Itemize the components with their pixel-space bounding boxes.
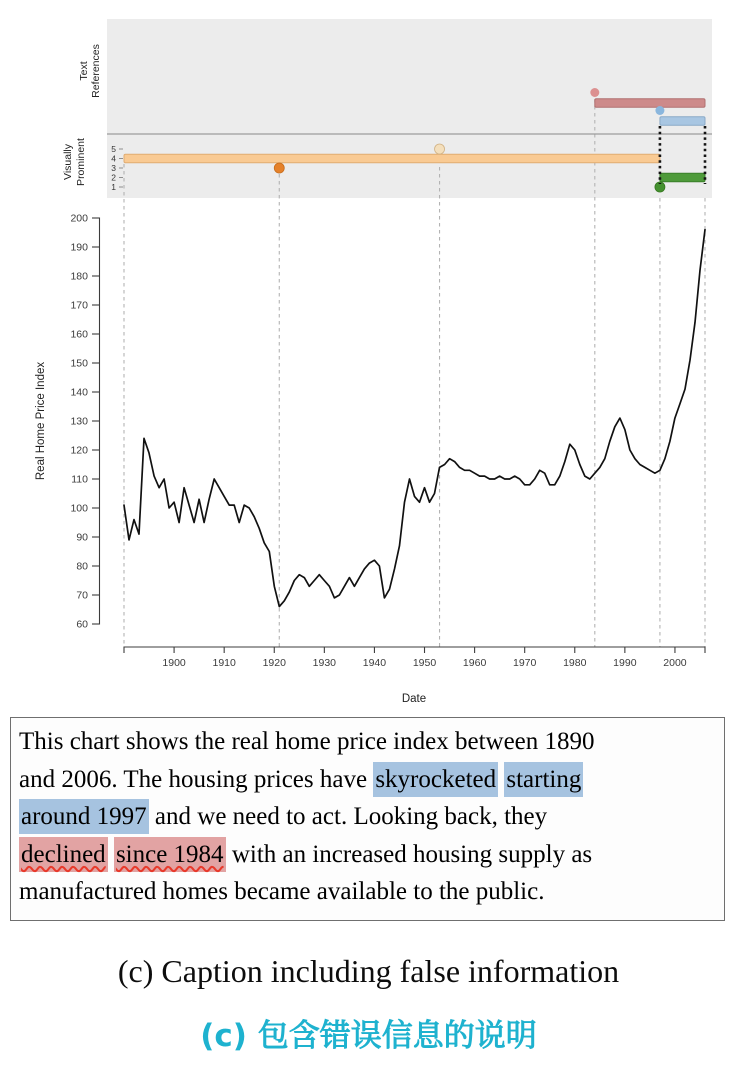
caption-line xyxy=(19,723,724,761)
y-axis-tick-label: 200 xyxy=(70,212,88,225)
text-ref-skyrocketed-around-1997-dot xyxy=(655,106,664,115)
panel-row-label: References xyxy=(90,44,102,98)
caption-line xyxy=(19,873,724,911)
caption-highlight-blue: starting xyxy=(504,762,583,797)
panel-row-label: Text xyxy=(78,61,90,81)
prominent-dot-1921 xyxy=(274,163,284,173)
x-axis-title: Date xyxy=(401,693,427,705)
x-axis-tick-label: 1940 xyxy=(362,657,387,669)
level-tick-label-4: 4 xyxy=(111,153,116,164)
x-axis-tick-label: 1980 xyxy=(563,657,587,669)
y-axis-tick-label: 70 xyxy=(76,589,88,602)
panel-row-label: Prominent xyxy=(75,138,87,186)
x-axis-tick-label: 1970 xyxy=(513,657,537,669)
y-axis-tick-label: 100 xyxy=(70,502,88,515)
caption-highlight-red: since 1984 xyxy=(114,837,226,872)
prominent-range-1997-2006-bar xyxy=(660,173,705,182)
caption-line xyxy=(19,798,724,836)
y-axis-tick-label: 160 xyxy=(70,328,88,341)
caption-highlight-red: declined xyxy=(19,837,108,872)
caption-highlight-blue: skyrocketed xyxy=(373,762,498,797)
text-ref-declined-since-1984-dot xyxy=(590,88,599,97)
panel-row-label: Visually xyxy=(62,144,74,180)
x-axis-tick-label: 1920 xyxy=(262,657,286,669)
caption-line xyxy=(19,836,724,874)
y-axis-tick-label: 150 xyxy=(70,357,88,370)
prominent-dot-1953 xyxy=(435,144,445,154)
text-ref-declined-since-1984-bar xyxy=(595,99,705,108)
prominent-range-1890-1997-bar xyxy=(124,154,660,163)
y-axis-tick-label: 190 xyxy=(70,241,88,254)
y-axis-tick-label: 90 xyxy=(76,531,88,544)
caption-text: with an increased housing supply as xyxy=(225,840,593,868)
x-axis-tick-label: 1960 xyxy=(462,657,487,669)
caption-line xyxy=(19,761,724,799)
y-axis-tick-label: 60 xyxy=(76,618,88,631)
annotation-panel-background xyxy=(107,19,712,198)
caption-highlight-blue: around 1997 xyxy=(19,799,149,834)
home-price-line xyxy=(124,230,705,607)
caption-text: and we need to act. Looking back, they xyxy=(148,803,548,830)
caption-text xyxy=(108,841,114,868)
level-tick-label-3: 3 xyxy=(111,163,116,173)
figure-caption-chinese: (c) 包含错误信息的说明 xyxy=(200,1018,537,1054)
figure-caption-english: (c) Caption including false information xyxy=(117,953,620,989)
x-axis-tick-label: 1930 xyxy=(312,657,337,669)
level-tick-label-1: 1 xyxy=(111,182,116,192)
y-axis-tick-label: 130 xyxy=(70,415,88,428)
caption-text: manufactured homes became available to the public. xyxy=(19,878,545,905)
y-axis-tick-label: 140 xyxy=(70,386,88,399)
level-tick-label-2: 2 xyxy=(111,172,116,183)
y-axis-title: Real Home Price Index xyxy=(35,361,47,481)
x-axis-tick-label: 1990 xyxy=(613,657,637,669)
y-axis-tick-label: 120 xyxy=(70,444,88,457)
y-axis-tick-label: 170 xyxy=(70,299,88,312)
caption-box xyxy=(10,717,725,921)
y-axis-tick-label: 80 xyxy=(76,560,88,573)
y-axis-tick-label: 110 xyxy=(71,473,88,486)
x-axis-tick-label: 1900 xyxy=(162,657,186,669)
caption-text: This chart shows the real home price index between 1890 xyxy=(19,728,595,755)
x-axis-line xyxy=(124,647,705,653)
x-axis-tick-label: 1910 xyxy=(212,657,236,669)
text-ref-skyrocketed-around-1997-bar xyxy=(660,117,705,126)
y-axis-tick-label: 180 xyxy=(70,270,88,283)
x-axis-tick-label: 1950 xyxy=(412,657,437,669)
x-axis-tick-label: 2000 xyxy=(663,657,687,669)
level-tick-label-5: 5 xyxy=(111,144,116,154)
caption-text: and 2006. The housing prices have xyxy=(19,765,374,793)
